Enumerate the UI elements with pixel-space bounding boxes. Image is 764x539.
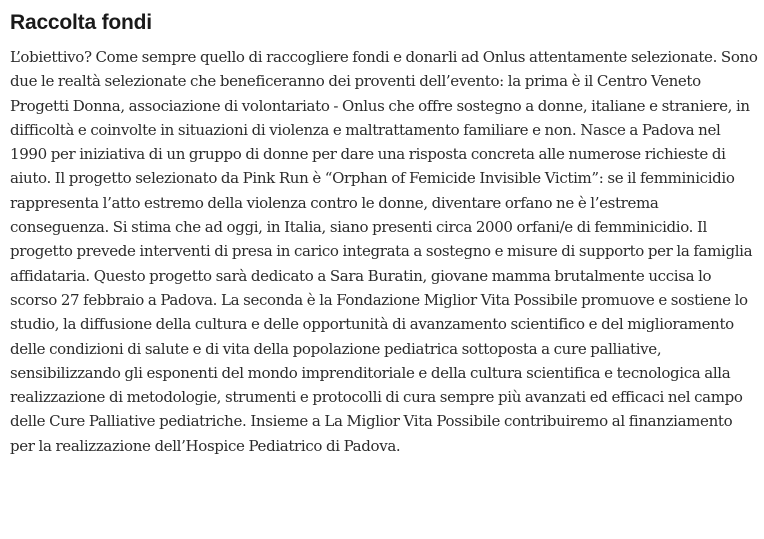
section-paragraph: L’obiettivo? Come sempre quello di raccogliere fondi e donarli ad Onlus attentamente selezionate. Sono due le realtà selezionate che beneficeranno dei proventi dell’evento: la prima è il Centro Veneto Progetti Donna, associazione di volontariato - Onlus che offre sostegno a donne, italiane e straniere, in difficoltà e coinvolte in situazioni di violenza e maltrattamento familiare e non. Nasce a Padova nel 1990 per iniziativa di un gruppo di donne per dare una risposta concreta alle numerose richieste di aiuto. Il progetto selezionato da Pink Run è “Orphan of Femicide Invisible Victim”: se il femminicidio rappresenta l’atto estremo della violenza contro le donne, diventare orfano ne è l’estrema conseguenza. Si stima che ad oggi, in Italia, siano presenti circa 2000 orfani/e di femminicidio. Il progetto prevede interventi di presa in carico integrata a sostegno e misure di supporto per la famiglia affidataria. Questo progetto sarà dedicato a Sara Buratin, giovane mamma brutalmente uccisa lo scorso 27 febbraio a Padova. La seconda è la Fondazione Miglior Vita Possibile promuove e sostiene lo studio, la diffusione della cultura e delle opportunità di avanzamento scientifico e del miglioramento delle condizioni di salute e di vita della popolazione pediatrica sottoposta a cure palliative, sensibilizzando gli esponenti del mondo imprenditoriale e della cultura scientifica e tecnologica alla realizzazione di metodologie, strumenti e protocolli di cura sempre più avanzati ed efficaci nel campo delle Cure Palliative pediatriche. Insieme a La Miglior Vita Possibile contribuiremo al finanziamento per la realizzazione dell’Hospice Pediatrico di Padova. bbox=[10, 48, 758, 455]
article-section bbox=[10, 9, 758, 458]
section-title: Raccolta fondi bbox=[10, 11, 152, 34]
